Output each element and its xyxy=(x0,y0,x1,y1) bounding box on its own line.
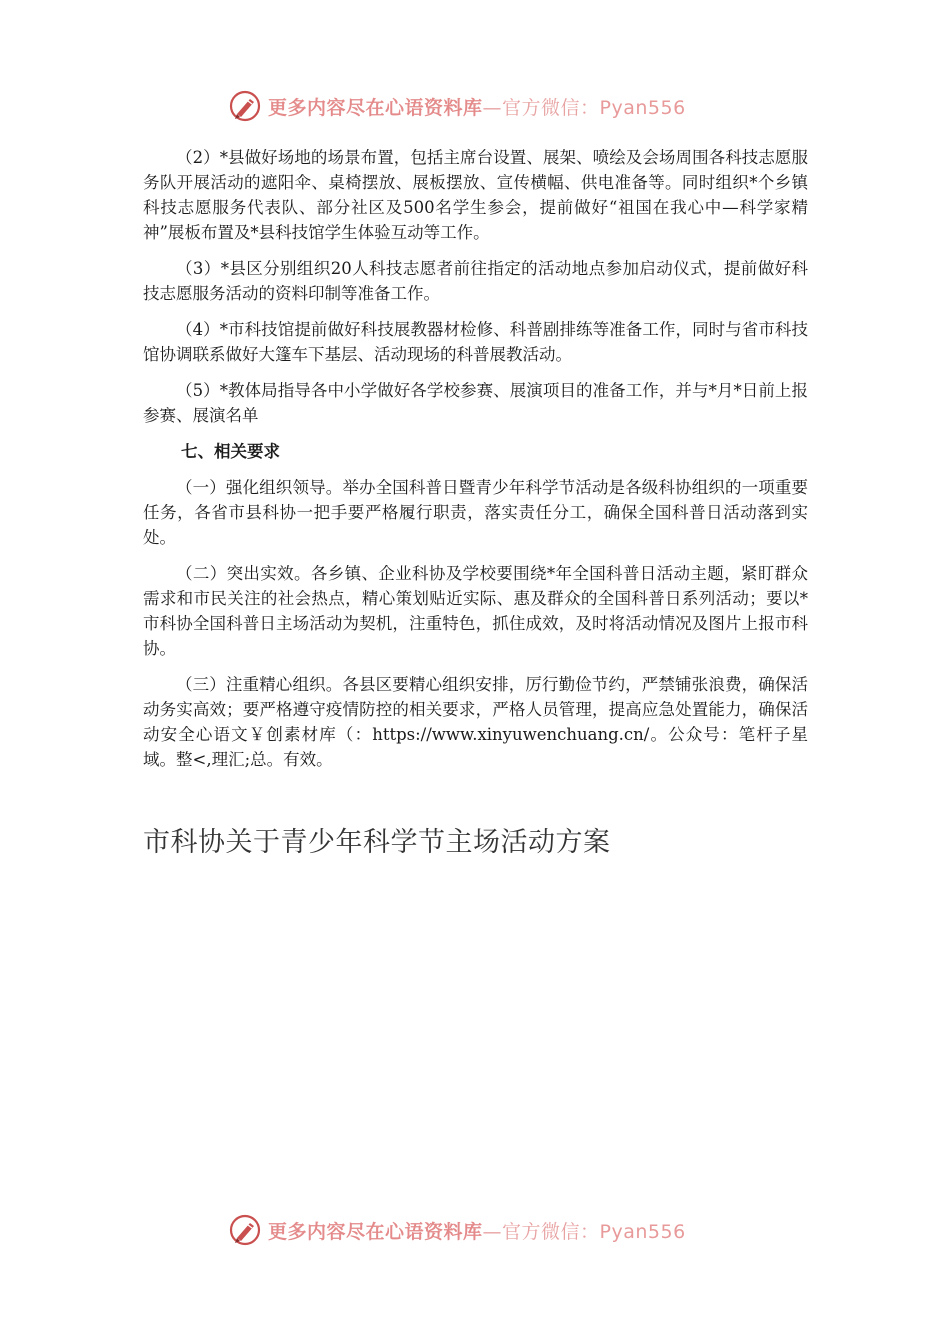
watermark-wechat-label: 官方微信： xyxy=(502,1220,600,1243)
watermark-main: 更多内容尽在心语资料库 xyxy=(268,96,483,119)
paragraph-item-4: （4）*市科技馆提前做好科技展教器材检修、科普剧排练等准备工作，同时与省市科技馆协调联系做好大篷车下基层、活动现场的科普展教活动。 xyxy=(143,320,808,364)
paragraph-item-5: （5）*教体局指导各中小学做好各学校参赛、展演项目的准备工作，并与*月*日前上报参赛、展演名单 xyxy=(143,381,808,425)
watermark-text xyxy=(268,93,686,120)
watermark-dash: — xyxy=(482,1220,503,1243)
watermark-main: 更多内容尽在心语资料库 xyxy=(268,1220,483,1243)
watermark-wechat-id: Pyan556 xyxy=(599,1220,686,1243)
paragraph-item-3: （3）*县区分别组织20人科技志愿者前往指定的活动地点参加启动仪式，提前做好科技志愿服务活动的资料印制等准备工作。 xyxy=(143,259,808,303)
paragraph-item-2: （2）*县做好场地的场景布置，包括主席台设置、展架、喷绘及会场周围各科技志愿服务队开展活动的遮阳伞、桌椅摆放、展板摆放、宣传横幅、供电准备等。同时组织*个乡镇科技志愿服务代表队、部分社区及500名学生参会，提前做好“祖国在我心中—科学家精神”展板布置及*县科技馆学生体验互动等工作。 xyxy=(143,148,808,242)
pen-logo-icon xyxy=(228,1213,262,1247)
paragraph-requirement-1: （一）强化组织领导。举办全国科普日暨青少年科学节活动是各级科协组织的一项重要任务，各省市县科协一把手要严格履行职责，落实责任分工，确保全国科普日活动落到实处。 xyxy=(143,478,808,547)
document-title: 市科协关于青少年科学节主场活动方案 xyxy=(143,827,611,858)
section-heading-requirements: 七、相关要求 xyxy=(181,442,280,461)
watermark-wechat-label: 官方微信： xyxy=(502,96,600,119)
watermark-footer xyxy=(228,1210,748,1250)
watermark-text xyxy=(268,1217,686,1244)
paragraph-requirement-2: （二）突出实效。各乡镇、企业科协及学校要围绕*年全国科普日活动主题，紧盯群众需求和市民关注的社会热点，精心策划贴近实际、惠及群众的全国科普日系列活动；要以*市科协全国科普日主场活动为契机，注重特色，抓住成效，及时将活动情况及图片上报市科协。 xyxy=(143,564,808,658)
watermark-dash: — xyxy=(482,96,503,119)
watermark-header xyxy=(228,86,748,126)
pen-logo-icon xyxy=(228,89,262,123)
document-body xyxy=(143,145,808,783)
paragraph-requirement-3: （三）注重精心组织。各县区要精心组织安排，厉行勤俭节约，严禁铺张浪费，确保活动务实高效；要严格遵守疫情防控的相关要求，严格人员管理，提高应急处置能力，确保活动安全心语文￥创素材库（：https://www.xinyuwenchuang.cn/。公众号：笔杆子星域。整<,理汇;总。有效。 xyxy=(143,675,808,769)
watermark-wechat-id: Pyan556 xyxy=(599,96,686,119)
